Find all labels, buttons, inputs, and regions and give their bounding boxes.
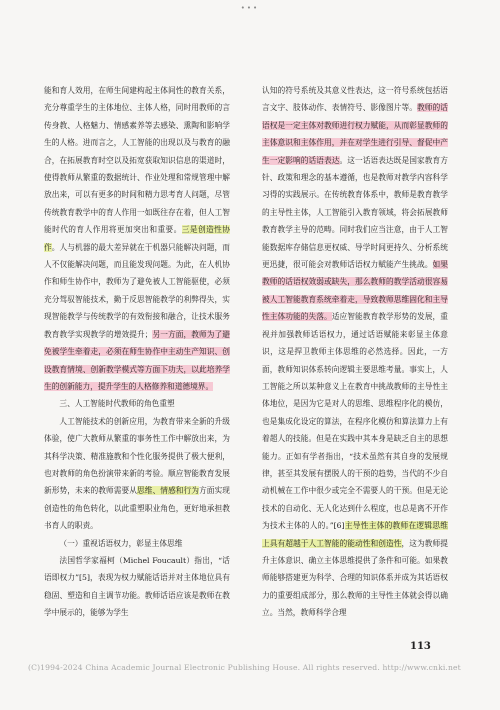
- highlight-yellow: 思维、情感和行为: [137, 486, 200, 496]
- text-run: 能和育人效用，在师生间建构起主体间性的教育关系，充分尊重学生的主体地位、主体人格，同时用教师的言传身教、人格魅力、情感素养等去感染、熏陶和影响学生的人格。进而言之，人工智能的出现以及与教育的融合，在拓展教育时空以及拓宽获取知识信息的渠道时，使得教师从繁重的数据统计、作业处理和常规管理中解放出来，可以有更多的时间和精力思考育人问题，尽管传统教育教学中的育人作用一如既往存在着，但人工智能时代的育人作用将更加突出和重要。: [44, 86, 230, 235]
- highlight-pink: 另一方面，教师为了避免被学生牵着走，必须在师生协作中主动生产知识、创设教育情境、创新教学模式等方面下功夫，以此培养学生的创新能力，提升学生的人格修养和道德境界。: [44, 329, 230, 391]
- paragraph: [44, 82, 230, 395]
- page-number: 113: [410, 641, 431, 652]
- top-dots-icon: •••: [240, 4, 260, 12]
- text-run: 适应智能教育教学形势的发展，重视并加强教师话语权力，通过话语赋能来彰显主体意识，这是捍卫教师主体思维的必然选择。因此，一方面，教师知识体系转向逻辑主要思维考量。事实上，人工智能之所以某种意义上在教育中挑战教师的主导性主体地位，是因为它是对人的思维、思维程序化的模仿，也是集成化设定的算法，在程序化模仿和算法算力上有着超人的技能。但是在实践中其本身是缺乏自主的思想能力。正如有学者指出，“技术虽然有其自身的发展规律，甚至其发展有摆脱人的干预的趋势，当代的不少自动机械在工作中很少或完全不需要人的干预。但是无论技术的自动化、无人化达到什么程度，也总是离不开作为技术主体的人的。”[6]: [262, 312, 448, 531]
- text-run: 。这一话语表达既是国家教育方针、政策和理念的基本遵循，也是教师对教学内容科学习得的实践展示。在传统教育体系中，教师是教育教学的主导性主体，人工智能引入教育领域，将会拓展教师教育教学主导的范畴。同时我们应当注意，由于人工智能数据库存储信息更权威、导学时间更持久、分析系统更迅捷，很可能会对教师话语权力赋能产生挑战。: [262, 155, 448, 270]
- text-run: 人工智能技术的创新应用，为教育带来全新的升级体验，使广大教师从繁重的事务性工作中解放出来，为其科学决策、精准施教和个性化服务提供了极大便利，也对教师的角色扮演带来新的考验。顺应智能教育发展新形势，未来的教师需要从: [44, 416, 230, 496]
- text-run: ，这为教师提升主体意识、确立主体思维提供了条件和可能。如果教师能够搭建更为科学、合理的知识体系并成为其话语权力的重要组成部分，那么教师的主导性主体就会得以确立。当然，教师科学合理: [262, 538, 448, 618]
- section-heading: 三、人工智能时代教师的角色重塑: [59, 399, 175, 409]
- right-column: [262, 82, 448, 622]
- sub-heading: （一）重视话语权力，彰显主体思维: [59, 538, 183, 548]
- paragraph: [44, 413, 230, 535]
- left-column: [44, 82, 230, 622]
- highlight-pink: 如果教师的话语权效弱或缺失，那么教师的教学活动很容易被人工智能教育系统牵着走，导致教师思维固化和主导性主体功能的失落。: [262, 260, 448, 322]
- paragraph: 法国哲学家福柯（Michel Foucault）指出，“话语即权力”[5]，表现为权力赋能话语并对主体地位具有稳固、塑造和自主调节功能。教师话语应该是教师在教学中展示的，能够为学生: [44, 555, 230, 618]
- highlight-yellow: 三是创造性协作: [44, 225, 230, 252]
- paragraph: [262, 82, 448, 622]
- highlight-yellow: 主导性主体的教师在逻辑思维上具有超越于人工智能的能动性和创造性: [262, 521, 448, 548]
- copyright-footer: (C)1994-2024 China Academic Journal Electronic Publishing House. All rights reserved. http://www.cnki.net: [28, 663, 461, 672]
- text-run: 方面实现创造性的角色转化，以此重塑职业角色，更好地承担教书育人的职责。: [44, 486, 230, 531]
- highlight-pink: 教师的话语权是一定主体对教师进行权力赋能，从而彰显教师的主体意识和主体作用，并在对学生进行引导、督促中产生一定影响的话语表达: [262, 103, 448, 165]
- text-run: 认知的符号系统及其意义性表达，这一符号系统包括语言文字、肢体动作、表情符号、影像图片等。: [262, 86, 448, 113]
- text-run: 。人与机器的最大差异就在于机器只能解决问题，而人不仅能解决问题，而且能发现问题。为此，在人机协作和师生协作中，教师为了避免被人工智能驱使，必须充分驾驭智能技术，勤于反思智能教学的利弊得失，实现智能教学与传统教学的有效衔接和融合，让技术服务教育教学实现教学的增效提升；: [44, 242, 230, 339]
